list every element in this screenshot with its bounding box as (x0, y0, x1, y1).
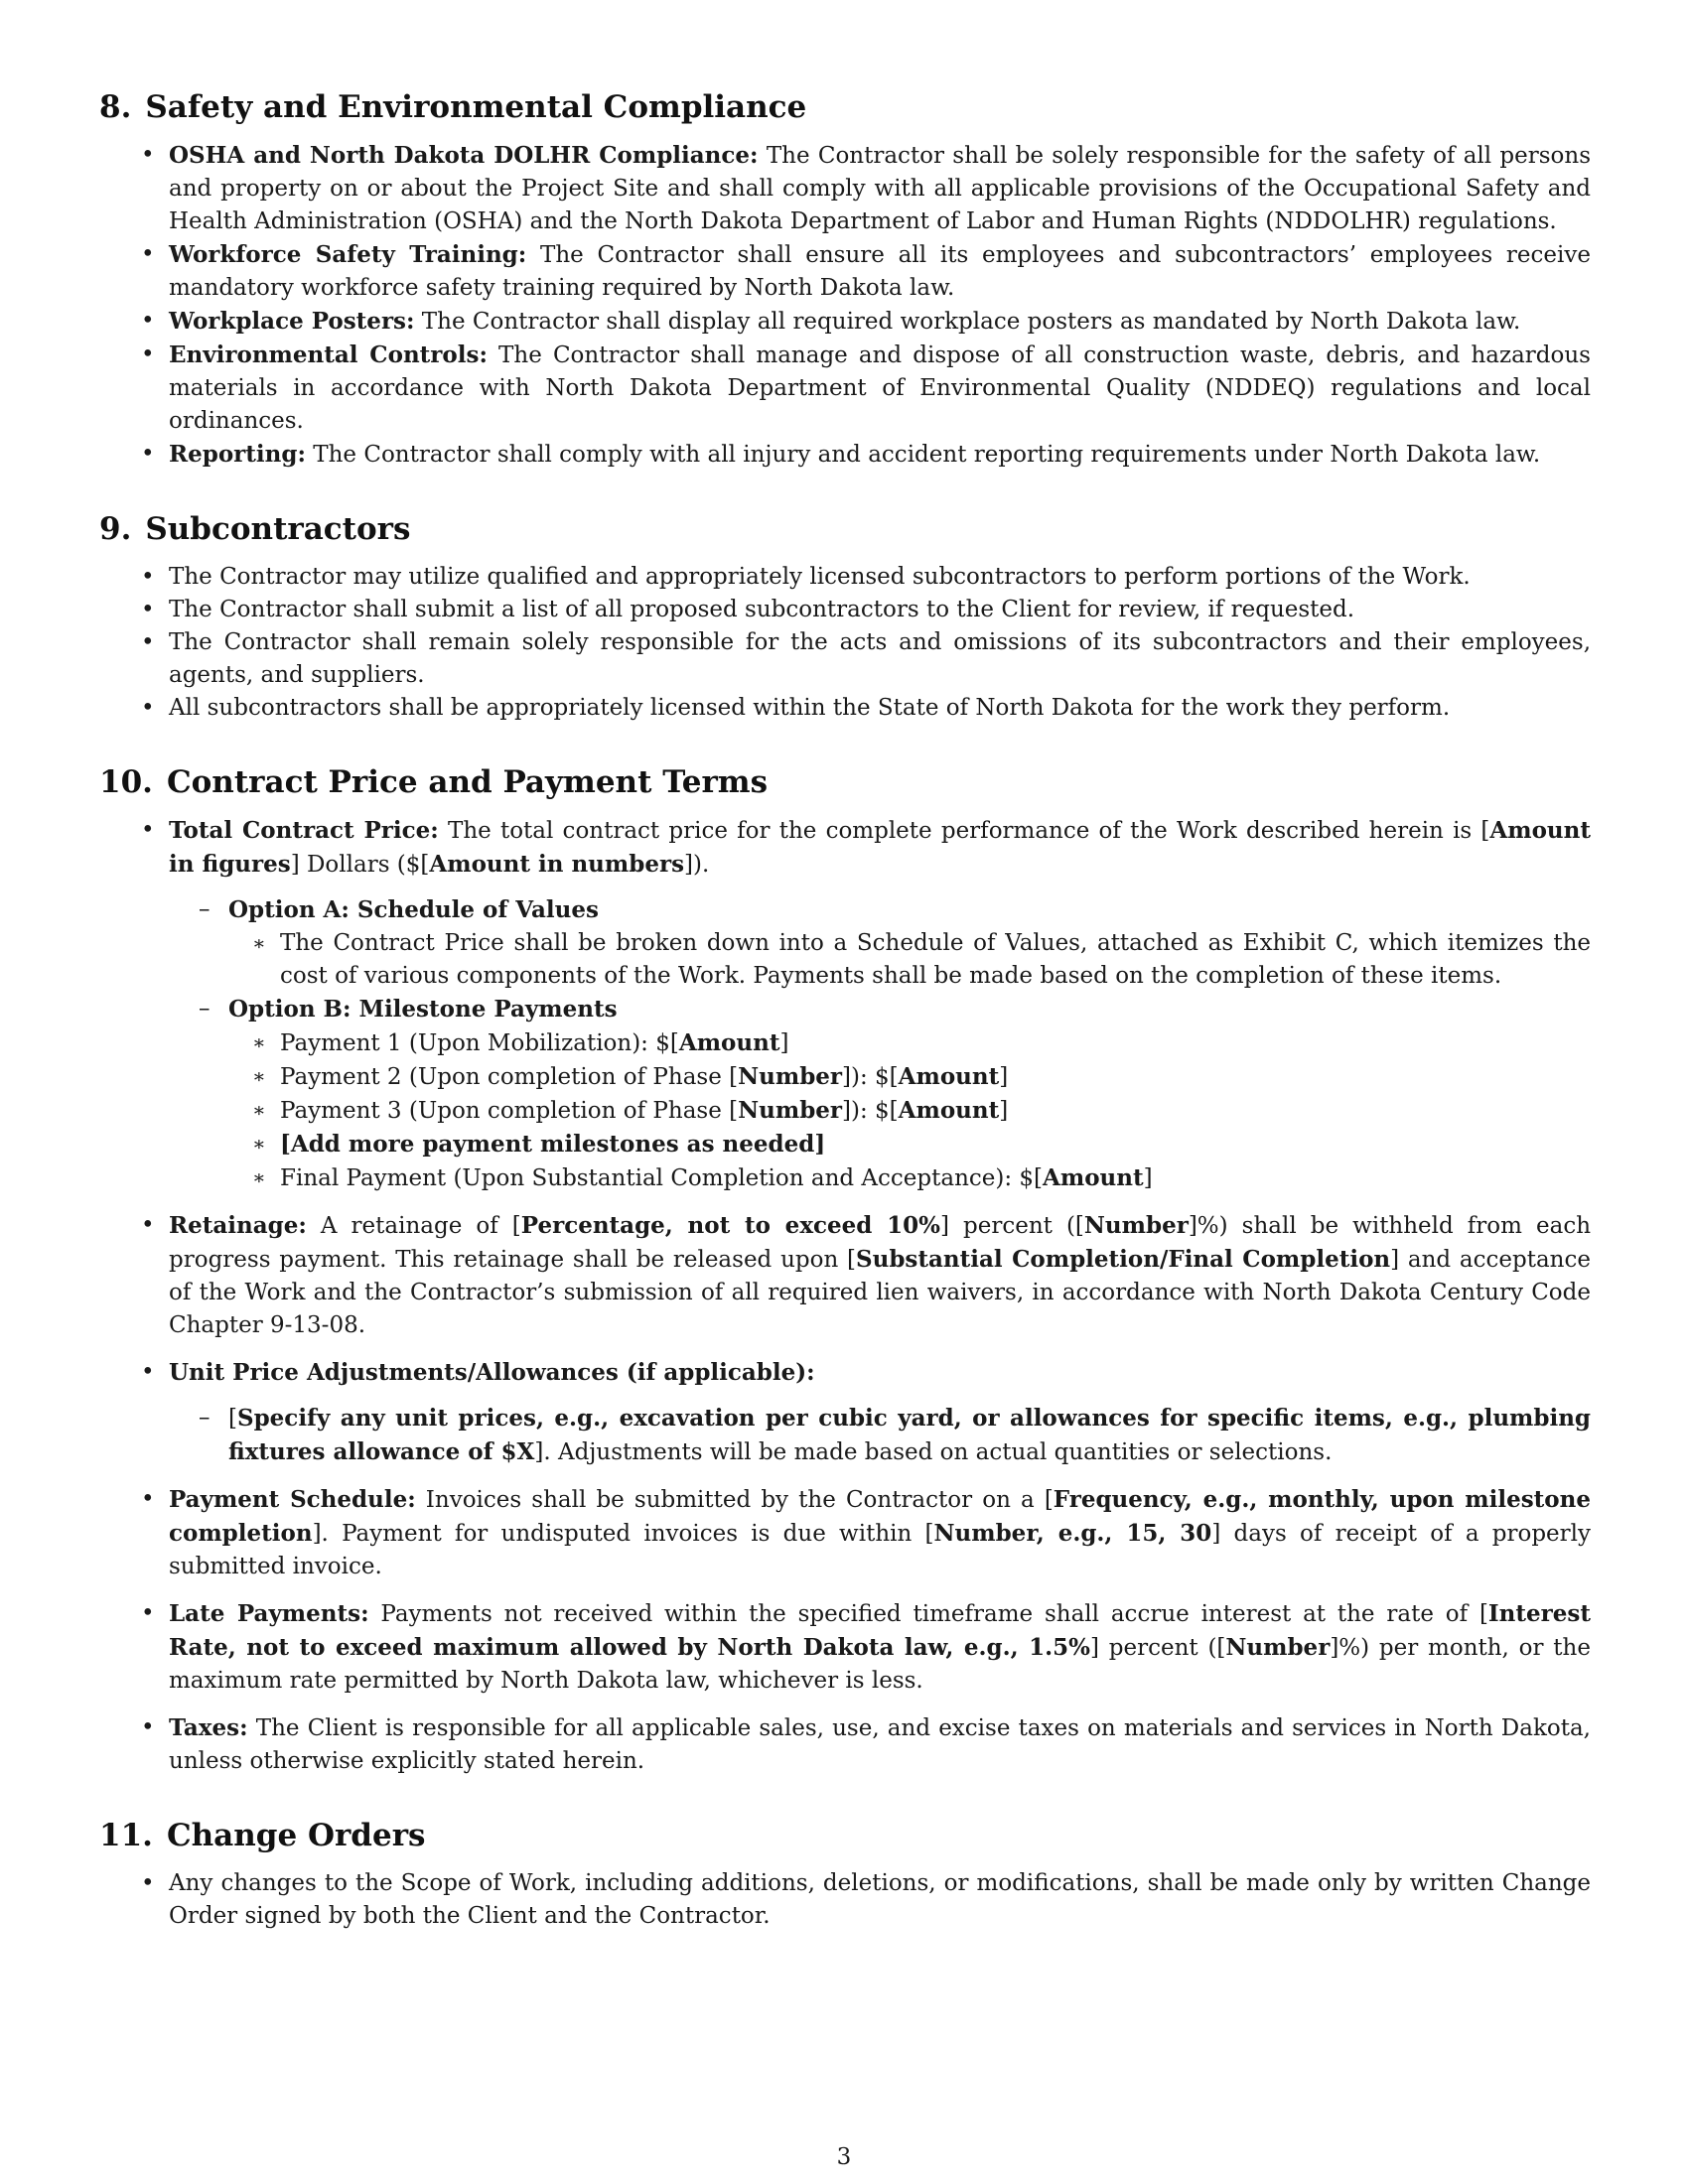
option-b: – Option B: Milestone Payments ∗ Payment 1 (Upon Mobilization): $[Amount] ∗ Payment 2 (Upon completion of Phase [Number]): $[Amount] ∗ Payment 3 (Upon completion of Phase [Number]): $[Amount] ∗ [Add more payment milestones as needed] ∗ Final Payment (Upon Substantial Completion and Acceptance): $[Amount] (228, 993, 1591, 1195)
list-item: • Reporting: The Contractor shall comply with all injury and accident reporting requirements under North Dakota law. (169, 438, 1591, 472)
list-item: • The Contractor shall submit a list of all proposed subcontractors to the Client for review, if requested. (169, 594, 1591, 626)
list-item-payment-schedule: • Payment Schedule: Invoices shall be submitted by the Contractor on a [Frequency, e.g., monthly, upon milestone completion]. Payment for undisputed invoices is due within [Number, e.g., 15, 30] days of receipt of a properly submitted invoice. (169, 1483, 1591, 1583)
list-item: • The Contractor may utilize qualified and appropriately licensed subcontractors to perform portions of the Work. (169, 561, 1591, 594)
list-item: ∗ Final Payment (Upon Substantial Completion and Acceptance): $[Amount] (280, 1161, 1591, 1195)
list-item: • OSHA and North Dakota DOLHR Compliance: The Contractor shall be solely responsible for the safety of all persons and property on or about the Project Site and shall comply with all applicable provisions of the Occupational Safety and Health Administration (OSHA) and the North Dakota Department of Labor and Human Rights (NDDOLHR) regulations. (169, 139, 1591, 238)
list-item: ∗ Payment 2 (Upon completion of Phase [Number]): $[Amount] (280, 1060, 1591, 1094)
list-item-late-payments: • Late Payments: Payments not received within the specified timeframe shall accrue interest at the rate of [Interest Rate, not to exceed maximum allowed by North Dakota law, e.g., 1.5%] percent ([Number]%) per month, or the maximum rate permitted by North Dakota law, whichever is less. (169, 1597, 1591, 1698)
section-heading: 9. Subcontractors (99, 511, 411, 547)
list-item: • The Contractor shall remain solely responsible for the acts and omissions of its subcontractors and their employees, agents, and suppliers. (169, 626, 1591, 692)
document-page (99, 87, 1591, 1971)
list-item-unit-price: • Unit Price Adjustments/Allowances (if applicable): – [Specify any unit prices, e.g., excavation per cubic yard, or allowances for specific items, e.g., plumbing fixtures allowance of $X]. Adjustments will be made based on actual quantities or selections. (169, 1356, 1591, 1469)
bullet-list (99, 814, 1591, 1778)
bullet-list (99, 561, 1591, 725)
list-item-total-price: • Total Contract Price: The total contract price for the complete performance of the Work described herein is [Amount in figures] Dollars ($[Amount in numbers]). – Option A: Schedule of Values ∗ The Contract Price shall be broken down into a Schedule of Values, attached as Exhibit C, which itemizes the cost of various components of the Work. Payments shall be made based on the completion of these items. – Option B: Milestone Payments ∗ Payment 1 (Upon Mobilization): $[Amount] ∗ Payment 2 (Upon completion of Phase [Number]): $[Amount] ∗ Payment 3 (Upon completion of Phase [Number]): $[Amount] ∗ [Add more payment milestones as needed] ∗ Final Payment (Upon Substantial Completion and Acceptance): $[Amount] (169, 814, 1591, 1195)
list-item: • Environmental Controls: The Contractor shall manage and dispose of all construction waste, debris, and hazardous materials in accordance with North Dakota Department of Environmental Quality (NDDEQ) regulations and local ordinances. (169, 339, 1591, 438)
page-number: 3 (836, 2144, 852, 2170)
option-a: – Option A: Schedule of Values ∗ The Contract Price shall be broken down into a Schedule of Values, attached as Exhibit C, which itemizes the cost of various components of the Work. Payments shall be made based on the completion of these items. (228, 893, 1591, 993)
list-item-taxes: • Taxes: The Client is responsible for all applicable sales, use, and excise taxes on materials and services in North Dakota, unless otherwise explicitly stated herein. (169, 1711, 1591, 1778)
list-item: • Any changes to the Scope of Work, including additions, deletions, or modifications, shall be made only by written Change Order signed by both the Client and the Contractor. (169, 1867, 1591, 1933)
option-list (169, 893, 1591, 1195)
section-heading: 10. Contract Price and Payment Terms (99, 764, 769, 800)
section-safety (99, 87, 1591, 472)
bullet-list (99, 139, 1591, 472)
list-item-retainage: • Retainage: A retainage of [Percentage, not to exceed 10%] percent ([Number]%) shall be withheld from each progress payment. This retainage shall be released upon [Substantial Completion/Final Completion] and acceptance of the Work and the Contractor’s submission of all required lien waivers, in accordance with North Dakota Century Code Chapter 9-13-08. (169, 1209, 1591, 1342)
option-b-items (228, 1026, 1591, 1195)
section-heading: 8. Safety and Environmental Compliance (99, 89, 807, 125)
option-a-items (228, 927, 1591, 993)
bullet-list (99, 1867, 1591, 1933)
list-item: ∗ Payment 3 (Upon completion of Phase [Number]): $[Amount] (280, 1094, 1591, 1128)
list-item: – [Specify any unit prices, e.g., excavation per cubic yard, or allowances for specific items, e.g., plumbing fixtures allowance of $X]. Adjustments will be made based on actual quantities or selections. (228, 1402, 1591, 1469)
section-change-orders (99, 1816, 1591, 1933)
section-heading: 11. Change Orders (99, 1818, 426, 1853)
section-contract-price (99, 762, 1591, 1778)
list-item: • Workplace Posters: The Contractor shall display all required workplace posters as mandated by North Dakota law. (169, 305, 1591, 339)
list-item: ∗ [Add more payment milestones as needed] (280, 1128, 1591, 1161)
list-item: • Workforce Safety Training: The Contractor shall ensure all its employees and subcontractors’ employees receive mandatory workforce safety training required by North Dakota law. (169, 238, 1591, 305)
list-item: ∗ The Contract Price shall be broken down into a Schedule of Values, attached as Exhibit C, which itemizes the cost of various components of the Work. Payments shall be made based on the completion of these items. (280, 927, 1591, 993)
section-subcontractors (99, 509, 1591, 725)
unit-price-list (169, 1402, 1591, 1469)
list-item: ∗ Payment 1 (Upon Mobilization): $[Amount] (280, 1026, 1591, 1060)
list-item: • All subcontractors shall be appropriately licensed within the State of North Dakota for the work they perform. (169, 692, 1591, 725)
